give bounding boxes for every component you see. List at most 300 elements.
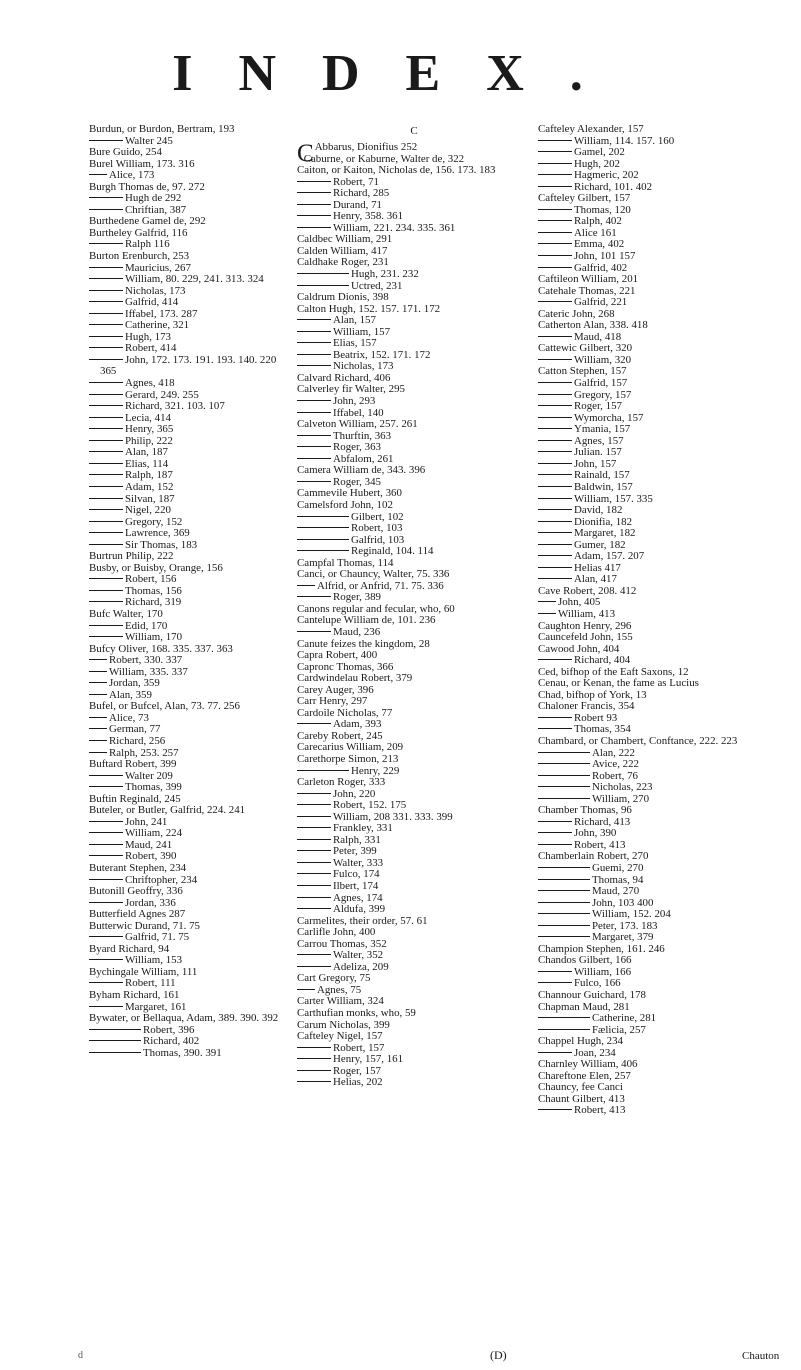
index-subentry (89, 586, 294, 598)
ditto-rule (89, 959, 123, 960)
entry-text: Alfrid, or Anfrid, 71. 75. 336 (317, 579, 444, 592)
entry-text: Buterant Stephen, 234 (89, 862, 187, 874)
entry-text: Alan, 417 (574, 573, 617, 586)
entry-text: Bure Guido, 254 (89, 146, 162, 159)
index-entry (297, 754, 531, 766)
entry-text: John, 157 (574, 457, 617, 470)
entry-text: Cateric John, 268 (538, 307, 615, 320)
entry-text: Sir Thomas, 183 (125, 538, 198, 551)
entry-text: Roger, 157 (333, 1064, 381, 1077)
entry-text: Chad, bifhop of York, 13 (538, 688, 647, 701)
entry-text: Agnes, 418 (125, 377, 175, 390)
entry-text: William, 166 (574, 965, 632, 978)
entry-text: Galfrid, 103 (351, 533, 405, 546)
entry-text: Bufcy Oliver, 168. 335. 337. 363 (89, 642, 233, 655)
entry-text: Richard, 413 (574, 815, 631, 828)
entry-text: Robert, 103 (351, 522, 403, 535)
ditto-rule (89, 625, 123, 626)
entry-text: Burdun, or Burdon, Bertram, 193 (89, 123, 235, 135)
entry-text: Alice, 173 (109, 169, 155, 182)
entry-text: Abfalom, 261 (333, 452, 394, 465)
entry-text: Guemi, 270 (592, 862, 644, 874)
entry-text: Henry, 157, 161 (333, 1053, 404, 1066)
ditto-rule (89, 474, 123, 475)
entry-text: Thomas, 120 (574, 203, 631, 216)
ditto-rule (297, 227, 331, 228)
catchword: Chauton (742, 1350, 780, 1362)
entry-text: Chamberlain Robert, 270 (538, 850, 649, 863)
entry-text: Reginald, 104. 114 (351, 545, 434, 558)
entry-text: Robert, 390 (125, 850, 177, 863)
entry-text: William, 335. 337 (109, 665, 188, 678)
entry-text: John, 103 400 (592, 896, 654, 909)
ditto-rule (297, 516, 349, 517)
entry-text: Cammevile Hubert, 360 (297, 487, 402, 500)
entry-text: Calton Hugh, 152. 157. 171. 172 (297, 302, 441, 315)
ditto-rule (538, 174, 572, 175)
ditto-rule (538, 752, 590, 753)
entry-text: Camelsford John, 102 (297, 498, 393, 511)
ditto-rule (89, 636, 123, 637)
ditto-rule (538, 1017, 590, 1018)
entry-text: Alice, 73 (109, 711, 149, 724)
ditto-rule (538, 971, 572, 972)
ditto-rule (89, 532, 123, 533)
ditto-rule (89, 347, 123, 348)
ditto-rule (538, 567, 572, 568)
index-subentry (89, 355, 294, 378)
index-subentry (538, 782, 773, 794)
ditto-rule (297, 1081, 331, 1082)
entry-text: Carter William, 324 (297, 995, 384, 1008)
entry-text: William, 114. 157. 160 (574, 134, 675, 147)
entry-text: Carthufian monks, who, 59 (297, 1007, 416, 1020)
entry-text: Hugh, 173 (125, 330, 171, 343)
entry-text: Camera William de, 343. 396 (297, 464, 426, 477)
entry-text: Robert, 413 (574, 838, 626, 851)
entry-text: Byham Richard, 161 (89, 989, 180, 1002)
entry-text: Burthedene Gamel de, 292 (89, 215, 206, 228)
entry-text: Robert 93 (574, 711, 618, 724)
entry-text: William, 157. 335 (574, 492, 653, 505)
entry-text: Nicholas, 173 (333, 360, 394, 373)
entry-text: David, 182 (574, 504, 623, 517)
signature-mark: d (78, 1350, 83, 1361)
ditto-rule (538, 544, 572, 545)
entry-text: Butterwic Durand, 71. 75 (89, 919, 201, 932)
ditto-rule (538, 775, 590, 776)
entry-text: Canons regular and fecular, who, 60 (297, 602, 455, 615)
entry-text: Agnes, 75 (317, 983, 362, 996)
entry-text: William, 80. 229, 241. 313. 324 (125, 273, 264, 286)
drop-cap: C (297, 140, 314, 167)
index-subentry (89, 424, 294, 436)
entry-text: Chandos Gilbert, 166 (538, 954, 632, 967)
ditto-rule (89, 601, 123, 602)
entry-text: Carleton Roger, 333 (297, 776, 386, 789)
ditto-rule (89, 821, 123, 822)
entry-text: Beatrix, 152. 171. 172 (333, 348, 431, 361)
ditto-rule (89, 417, 123, 418)
ditto-rule (538, 844, 572, 845)
entry-text: William, 153 (125, 954, 183, 967)
ditto-rule (89, 440, 123, 441)
ditto-rule (538, 243, 572, 244)
ditto-rule (538, 1109, 572, 1110)
entry-text: Burel William, 173. 316 (89, 157, 195, 170)
ditto-rule (89, 775, 123, 776)
entry-text: John, 101 157 (574, 250, 636, 263)
entry-text: Margaret, 182 (574, 527, 636, 540)
ditto-rule (538, 486, 572, 487)
index-subentry (297, 512, 531, 524)
entry-text: Gumer, 182 (574, 538, 626, 551)
entry-text: Chambard, or Chambert, Conftance, 222. 223 (538, 734, 738, 747)
entry-text: Agnes, 174 (333, 891, 383, 904)
ditto-rule (89, 752, 107, 753)
entry-text: Walter, 333 (333, 856, 384, 869)
ditto-rule (538, 613, 556, 614)
entry-text: Durand, 71 (333, 198, 382, 211)
entry-text: Burtrun Philip, 222 (89, 550, 174, 563)
ditto-rule (297, 966, 331, 967)
entry-text: Ralph 116 (125, 238, 170, 251)
ditto-rule (297, 273, 349, 274)
index-subentry (89, 828, 294, 840)
entry-text: Chamber Thomas, 96 (538, 804, 632, 817)
index-subentry (89, 274, 294, 286)
entry-text: Gregory, 152 (125, 515, 183, 528)
index-subentry (297, 269, 531, 281)
ditto-rule (297, 192, 331, 193)
entry-text: Butonill Geoffry, 336 (89, 885, 183, 898)
ditto-rule (538, 209, 572, 210)
entry-text: Jordan, 336 (125, 896, 176, 909)
ditto-rule (538, 140, 572, 141)
index-entry (297, 500, 531, 512)
index-entry (89, 182, 294, 194)
entry-text: Maud, 236 (333, 625, 381, 638)
entry-text: Hugh, 202 (574, 157, 620, 170)
entry-text: Capra Robert, 400 (297, 649, 378, 662)
entry-text: Thomas, 94 (592, 873, 644, 886)
entry-text: William, 152. 204 (592, 908, 671, 921)
entry-text: Philip, 222 (125, 434, 173, 447)
entry-text: Robert, 111 (125, 977, 176, 990)
entry-text: Robert, 330. 337 (109, 654, 183, 667)
ditto-rule (297, 400, 331, 401)
entry-text: Capronc Thomas, 366 (297, 660, 394, 673)
entry-text: Cantelupe William de, 101. 236 (297, 614, 436, 627)
index-subentry (538, 748, 773, 760)
index-subentry (89, 840, 294, 852)
entry-text: Caldbec William, 291 (297, 233, 393, 246)
entry-text: Ralph, 187 (125, 469, 173, 482)
ditto-rule (297, 723, 331, 724)
entry-text: Gregory, 157 (574, 388, 632, 401)
entry-text: John, 220 (333, 787, 376, 800)
ditto-rule (89, 521, 123, 522)
entry-text: Henry, 365 (125, 423, 174, 436)
entry-text: Bywater, or Bellaqua, Adam, 389. 390. 392 (89, 1012, 279, 1025)
entry-text: Cafteley Gilbert, 157 (538, 192, 631, 205)
index-entry (89, 967, 294, 979)
index-subentry (89, 517, 294, 529)
entry-text: Chaloner Francis, 354 (538, 700, 635, 713)
entry-text: Galfrid, 157 (574, 377, 628, 390)
entry-text: Julian. 157 (574, 446, 622, 459)
ditto-rule (297, 585, 315, 586)
entry-text: Buteler, or Butler, Galfrid, 224. 241 (89, 804, 246, 817)
ditto-rule (297, 862, 331, 863)
ditto-rule (538, 555, 572, 556)
ditto-rule (538, 879, 590, 880)
entry-text: Walter, 352 (333, 949, 384, 962)
ditto-rule (89, 855, 123, 856)
entry-text: Canute feizes the kingdom, 28 (297, 637, 430, 650)
entry-text: Cattewic Gilbert, 320 (538, 342, 633, 355)
entry-text: Thomas, 156 (125, 584, 182, 597)
ditto-rule (538, 982, 572, 983)
index-subentry (89, 193, 294, 205)
ditto-rule (297, 319, 331, 320)
ditto-rule (297, 354, 331, 355)
entry-text: Adam, 152 (125, 480, 174, 493)
entry-text: Alice 161 (574, 226, 617, 239)
entry-text: Chareftone Elen, 257 (538, 1069, 631, 1082)
ditto-rule (538, 463, 572, 464)
ditto-rule (538, 925, 590, 926)
entry-text: Rainald, 157 (574, 469, 630, 482)
entry-text: Richard, 402 (143, 1035, 200, 1048)
entry-text: Edid, 170 (125, 619, 168, 632)
entry-text: Cauncefeld John, 155 (538, 631, 633, 644)
index-subentry (89, 332, 294, 344)
ditto-rule (538, 267, 572, 268)
index-column-3 (538, 124, 773, 1117)
entry-text: Hugh, 231. 232 (351, 268, 419, 281)
entry-text: Alan, 157 (333, 314, 376, 327)
entry-text: Robert, 71 (333, 175, 379, 188)
entry-text: William, 157 (333, 325, 391, 338)
ditto-rule (89, 786, 123, 787)
ditto-rule (538, 913, 590, 914)
entry-text: Elias, 157 (333, 337, 377, 350)
entry-text: Peter, 173. 183 (592, 919, 658, 932)
entry-text: Thomas, 399 (125, 781, 182, 794)
ditto-rule (297, 850, 331, 851)
entry-text: Chriftopher, 234 (125, 873, 198, 886)
entry-text: Lecia, 414 (125, 411, 171, 424)
entry-text: Galfrid, 402 (574, 261, 628, 274)
ditto-rule (538, 220, 572, 221)
ditto-rule (297, 989, 315, 990)
ditto-rule (89, 832, 123, 833)
index-subentry (297, 523, 531, 535)
entry-text: Burton Erenburch, 253 (89, 250, 190, 263)
ditto-rule (297, 897, 331, 898)
entry-text: Henry, 229 (351, 764, 400, 777)
entry-text: Robert, 157 (333, 1041, 385, 1054)
entry-text: John, 172. 173. 191. 193. 140. 220 365 (100, 353, 277, 378)
entry-text: Cardwindelau Robert, 379 (297, 672, 413, 685)
ditto-rule (89, 498, 123, 499)
ditto-rule (89, 1052, 141, 1053)
entry-text: William, 270 (592, 792, 650, 805)
entry-text: Nicholas, 223 (592, 781, 653, 794)
ditto-rule (89, 428, 123, 429)
entry-text: Walter 209 (125, 769, 173, 782)
entry-text: Catherine, 281 (592, 1012, 657, 1025)
ditto-rule (538, 890, 590, 891)
ditto-rule (89, 879, 123, 880)
entry-text: Ralph, 402 (574, 215, 622, 228)
ditto-rule (538, 509, 572, 510)
ditto-rule (297, 365, 331, 366)
ditto-rule (89, 290, 123, 291)
index-subentry (538, 759, 773, 771)
entry-text: Aldufa, 399 (333, 903, 386, 916)
index-column-2 (297, 124, 531, 1089)
ditto-rule (89, 590, 123, 591)
ditto-rule (89, 324, 123, 325)
ditto-rule (89, 509, 123, 510)
ditto-rule (538, 821, 572, 822)
entry-text: Galfrid, 221 (574, 296, 628, 309)
entry-text: Byard Richard, 94 (89, 942, 170, 955)
entry-text: Maud, 241 (125, 838, 173, 851)
entry-text: Cafteley Nigel, 157 (297, 1030, 383, 1043)
ditto-rule (538, 301, 572, 302)
ditto-rule (297, 596, 331, 597)
entry-text: German, 77 (109, 723, 161, 736)
entry-text: Richard, 256 (109, 734, 166, 747)
ditto-rule (297, 481, 331, 482)
ditto-rule (538, 163, 572, 164)
signature-label: (D) (490, 1348, 507, 1362)
ditto-rule (538, 498, 572, 499)
index-entry (89, 563, 294, 575)
entry-text: Cenau, or Kenan, the fame as Lucius (538, 677, 699, 690)
index-subentry (538, 863, 773, 875)
entry-text: Ymania, 157 (574, 423, 631, 436)
entry-text: Cave Robert, 208. 412 (538, 584, 637, 597)
page-title: INDEX. (172, 45, 629, 102)
entry-text: Chauncy, fee Canci (538, 1081, 623, 1094)
ditto-rule (538, 151, 572, 152)
index-subentry (89, 413, 294, 425)
ditto-rule (297, 1047, 331, 1048)
ditto-rule (89, 382, 123, 383)
ditto-rule (297, 458, 331, 459)
entry-text: William, 221. 234. 335. 361 (333, 221, 456, 234)
index-subentry (538, 921, 773, 933)
entry-text: Hugh de 292 (125, 192, 182, 205)
ditto-rule (89, 209, 123, 210)
entry-text: Mauricius, 267 (125, 261, 191, 274)
entry-text: Fælicia, 257 (592, 1023, 646, 1036)
index-subentry (89, 459, 294, 471)
entry-text: John, 405 (558, 596, 601, 609)
ditto-rule (538, 336, 572, 337)
index-entry (89, 609, 294, 621)
entry-text: Richard, 319 (125, 596, 182, 609)
entry-text: Caughton Henry, 296 (538, 619, 632, 632)
entry-text: Chapman Maud, 281 (538, 1000, 630, 1013)
index-entry (89, 805, 294, 817)
entry-text: Gerard, 249. 255 (125, 388, 199, 401)
ditto-rule (89, 1029, 141, 1030)
ditto-rule (538, 717, 572, 718)
entry-text: Lawrence, 369 (125, 527, 190, 540)
entry-text: Maud, 418 (574, 330, 622, 343)
entry-text: Burgh Thomas de, 97. 272 (89, 180, 205, 193)
ditto-rule (89, 902, 123, 903)
entry-text: Elias, 114 (125, 457, 169, 470)
ditto-rule (538, 232, 572, 233)
entry-text: Calden William, 417 (297, 244, 388, 257)
entry-text: Robert, 414 (125, 342, 177, 355)
entry-text: Carey Auger, 396 (297, 683, 374, 696)
entry-text: Robert, 152. 175 (333, 799, 407, 812)
entry-text: Cardoile Nicholas, 77 (297, 706, 393, 719)
entry-text: Nicholas, 173 (125, 284, 186, 297)
index-entry (89, 759, 294, 771)
entry-text: Busby, or Buisby, Orange, 156 (89, 561, 223, 574)
ditto-rule (297, 908, 331, 909)
entry-text: Ced, bifhop of the Eaft Saxons, 12 (538, 665, 689, 678)
ditto-rule (89, 982, 123, 983)
ditto-rule (538, 521, 572, 522)
entry-text: William, 170 (125, 631, 183, 644)
ditto-rule (297, 331, 331, 332)
ditto-rule (89, 844, 123, 845)
entry-text: Charnley William, 406 (538, 1058, 638, 1071)
index-entry (89, 944, 294, 956)
entry-text: Alan, 222 (592, 746, 635, 759)
entry-text: Robert, 156 (125, 573, 177, 586)
ditto-rule (89, 1040, 141, 1041)
index-subentry (89, 574, 294, 586)
ditto-rule (89, 578, 123, 579)
entry-text: Ralph, 331 (333, 833, 381, 846)
index-subentry (297, 1077, 531, 1089)
entry-text: Fulco, 174 (333, 868, 380, 881)
index-subentry (89, 447, 294, 459)
ditto-rule (538, 1029, 590, 1030)
ditto-rule (297, 954, 331, 955)
entry-text: Careby Robert, 245 (297, 729, 383, 742)
entry-text: Henry, 358. 361 (333, 210, 404, 223)
entry-text: Ralph, 253. 257 (109, 746, 179, 759)
ditto-rule (89, 717, 107, 718)
index-subentry (89, 1048, 294, 1060)
entry-text: Hagmeric, 202 (574, 169, 639, 182)
entry-text: Campfal Thomas, 114 (297, 556, 394, 569)
ditto-rule (538, 763, 590, 764)
ditto-rule (297, 539, 349, 540)
entry-text: Catehale Thomas, 221 (538, 284, 636, 297)
index-subentry (89, 470, 294, 482)
entry-text: Cart Gregory, 75 (297, 972, 371, 985)
ditto-rule (538, 601, 556, 602)
ditto-rule (538, 532, 572, 533)
entry-text: Iffabel, 140 (333, 406, 384, 419)
entry-text: Chriftian, 387 (125, 203, 187, 216)
ditto-rule (89, 174, 107, 175)
ditto-rule (538, 786, 590, 787)
ditto-rule (538, 359, 572, 360)
